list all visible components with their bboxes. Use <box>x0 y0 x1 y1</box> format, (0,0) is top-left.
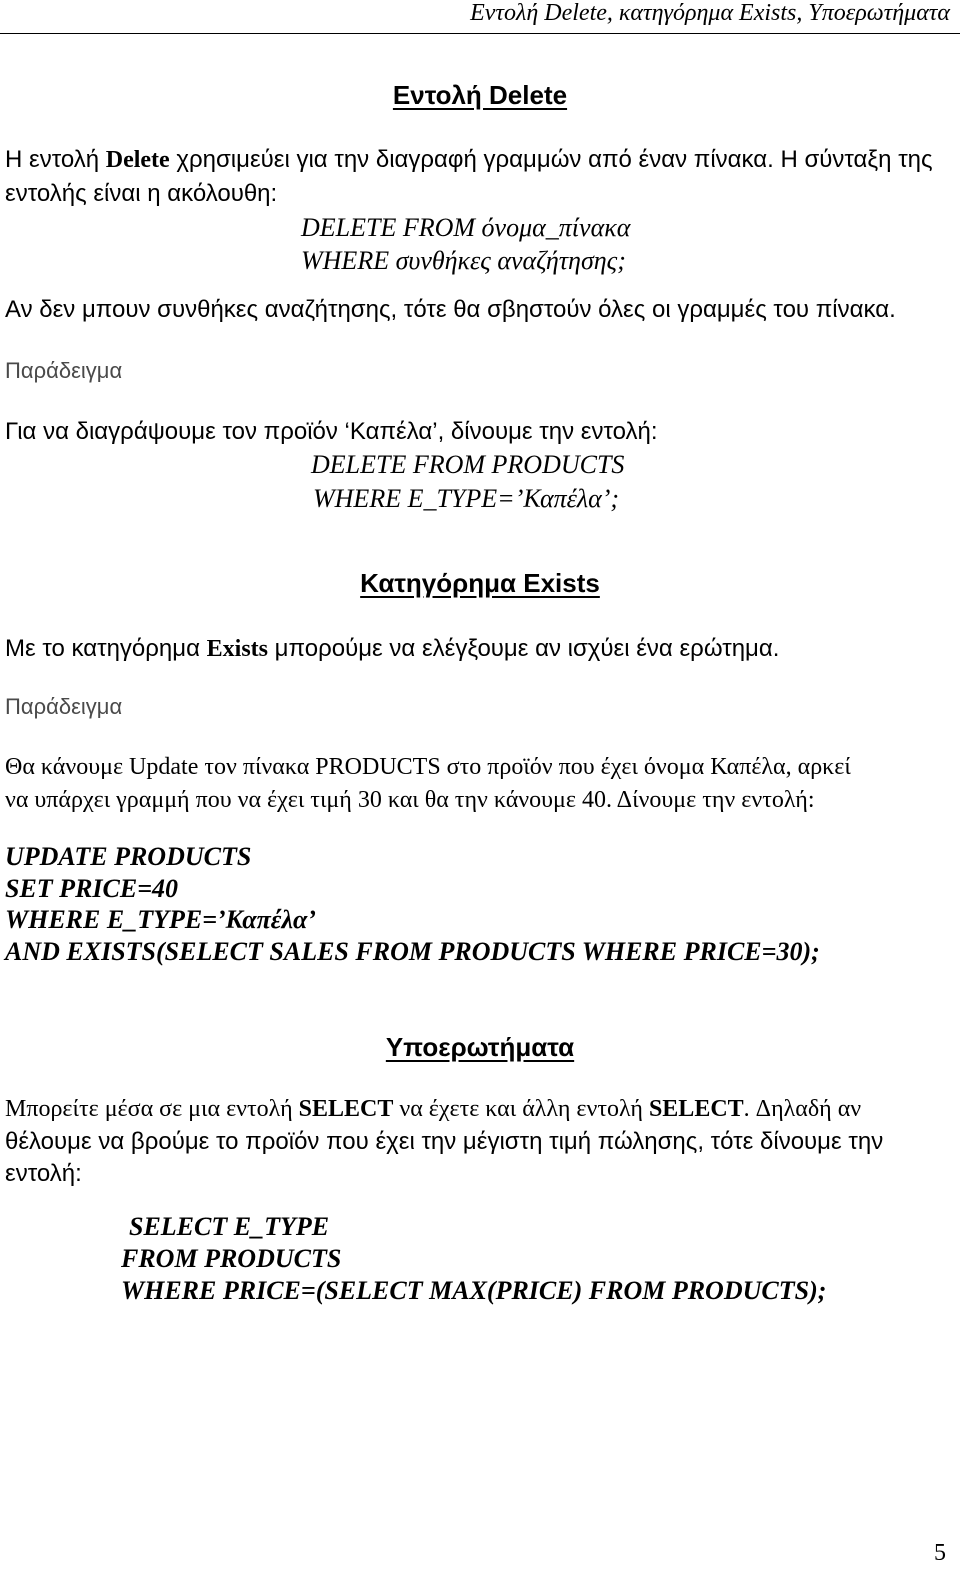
delete-intro-line-2: εντολής είναι η ακόλουθη: <box>5 180 278 207</box>
exists-code-line-2: SET PRICE=40 <box>5 874 179 903</box>
delete-keyword: Delete <box>105 147 170 173</box>
header-divider <box>0 33 960 34</box>
exists-intro-text-c: μπορούμε να ελέγξουμε αν ισχύει ένα ερώτημα. <box>268 635 780 662</box>
subqueries-code-line-2: FROM PRODUCTS <box>121 1244 342 1273</box>
exists-intro <box>5 635 779 663</box>
exists-intro-text-a: Με το κατηγόρημα <box>5 635 207 662</box>
section-heading-delete: Εντολή Delete <box>392 80 568 110</box>
delete-intro-text-c: χρησιμεύει για την διαγραφή γραμμών από έναν πίνακα. Η σύνταξη της <box>169 146 933 173</box>
delete-example-code-line-2: WHERE E_TYPE=’Καπέλα’; <box>313 484 620 513</box>
section-heading-subqueries: Υποερωτήματα <box>385 1032 575 1062</box>
delete-note: Αν δεν μπουν συνθήκες αναζήτησης, τότε θα σβηστούν όλες οι γραμμές του πίνακα. <box>5 296 896 323</box>
section-heading-exists: Κατηγόρημα Exists <box>360 568 600 598</box>
example-label-2: Παράδειγμα <box>5 694 123 719</box>
delete-intro-line-1 <box>5 146 933 174</box>
subqueries-line-3: εντολή: <box>5 1160 82 1187</box>
exists-code-line-1: UPDATE PRODUCTS <box>5 842 252 871</box>
subqueries-text-c: να έχετε και άλλη εντολή <box>393 1096 649 1122</box>
example-label-1: Παράδειγμα <box>5 358 123 383</box>
subqueries-code-line-3: WHERE PRICE=(SELECT MAX(PRICE) FROM PRODUCTS); <box>121 1276 827 1305</box>
delete-example-code-line-1: DELETE FROM PRODUCTS <box>311 450 625 479</box>
select-keyword-1: SELECT <box>298 1096 394 1122</box>
delete-example-text: Για να διαγράψουμε τον προϊόν ‘Καπέλα’, δίνουμε την εντολή: <box>5 418 658 445</box>
running-header: Εντολή Delete, κατηγόρημα Exists, Υποερωτήματα <box>470 0 950 26</box>
subqueries-text-e: . Δηλαδή αν <box>743 1096 862 1122</box>
exists-keyword: Exists <box>206 636 269 662</box>
delete-syntax-line-2: WHERE συνθήκες αναζήτησης; <box>301 246 626 275</box>
subqueries-text-a: Μπορείτε μέσα σε μια εντολή <box>5 1096 299 1122</box>
select-keyword-2: SELECT <box>648 1096 744 1122</box>
page-number: 5 <box>934 1540 946 1566</box>
subqueries-line-1 <box>5 1096 861 1123</box>
delete-intro-text-a: Η εντολή <box>5 146 106 173</box>
delete-syntax-line-1: DELETE FROM όνομα_πίνακα <box>301 213 631 242</box>
exists-code-line-4: AND EXISTS(SELECT SALES FROM PRODUCTS WHERE PRICE=30); <box>5 937 820 966</box>
subqueries-code-line-1: SELECT E_TYPE <box>129 1212 330 1241</box>
exists-example-line-1: Θα κάνουμε Update τον πίνακα PRODUCTS στο προϊόν που έχει όνομα Καπέλα, αρκεί <box>5 754 851 780</box>
exists-example-line-2: να υπάρχει γραμμή που να έχει τιμή 30 και θα την κάνουμε 40. Δίνουμε την εντολή: <box>5 787 815 813</box>
exists-code-line-3: WHERE E_TYPE=’Καπέλα’ <box>5 905 317 934</box>
subqueries-line-2: θέλουμε να βρούμε το προϊόν που έχει την μέγιστη τιμή πώλησης, τότε δίνουμε την <box>5 1128 884 1155</box>
